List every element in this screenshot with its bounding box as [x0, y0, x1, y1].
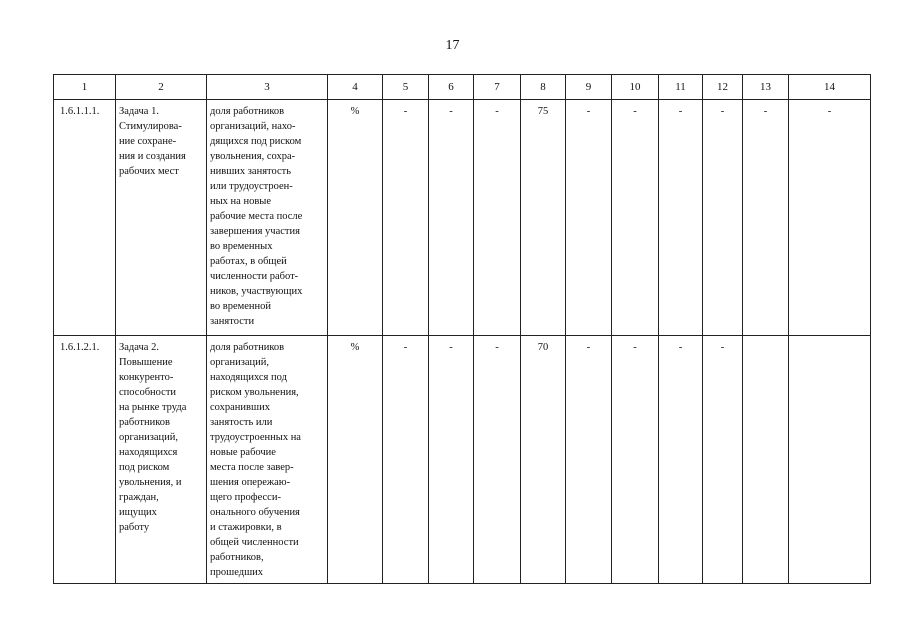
- value-cell: -: [703, 336, 743, 584]
- value-cell: 75: [521, 100, 566, 336]
- value-cell: -: [474, 336, 521, 584]
- column-header: 12: [703, 75, 743, 100]
- value-cell: -: [743, 100, 789, 336]
- column-header: 8: [521, 75, 566, 100]
- value-cell: -: [659, 336, 703, 584]
- value-cell: [743, 336, 789, 584]
- indicator-cell: доля работников организаций, нахо- дящихся под риском увольнения, сохра- нивших занятость или трудоустроен- ных на новые рабочие места после завершения участия во временных работах, в общей численности работ- ников, участвующих во временной занятости: [207, 100, 328, 336]
- value-cell: -: [566, 336, 612, 584]
- column-header: 3: [207, 75, 328, 100]
- column-header: 6: [429, 75, 474, 100]
- value-cell: [789, 336, 871, 584]
- table-row: [54, 336, 871, 584]
- task-cell: Задача 2. Повышение конкуренто- способности на рынке труда работников организаций, находящихся под риском увольнения, и граждан, ищущих работу: [116, 336, 207, 584]
- value-cell: -: [789, 100, 871, 336]
- column-header: 11: [659, 75, 703, 100]
- value-cell: -: [612, 100, 659, 336]
- value-cell: -: [612, 336, 659, 584]
- page-number: 17: [445, 38, 460, 53]
- indicator-cell: доля работников организаций, находящихся под риском увольнения, сохранивших занятость или трудоустроенных на новые рабочие места после завер- шения опережаю- щего професси- онального обучения и стажировки, в общей численности работников, прошедших: [207, 336, 328, 584]
- data-table: [53, 74, 871, 584]
- column-header: 5: [383, 75, 429, 100]
- value-cell: -: [429, 336, 474, 584]
- value-cell: -: [659, 100, 703, 336]
- value-cell: -: [566, 100, 612, 336]
- column-header: 1: [54, 75, 116, 100]
- value-cell: -: [383, 100, 429, 336]
- value-cell: -: [429, 100, 474, 336]
- table-row: [54, 100, 871, 336]
- value-cell: -: [703, 100, 743, 336]
- unit-cell: %: [328, 336, 383, 584]
- table-header-row: [54, 75, 871, 100]
- unit-cell: %: [328, 100, 383, 336]
- value-cell: -: [383, 336, 429, 584]
- row-code: 1.6.1.2.1.: [54, 336, 116, 584]
- column-header: 10: [612, 75, 659, 100]
- task-cell: Задача 1. Стимулирова- ние сохране- ния и создания рабочих мест: [116, 100, 207, 336]
- column-header: 2: [116, 75, 207, 100]
- value-cell: 70: [521, 336, 566, 584]
- column-header: 4: [328, 75, 383, 100]
- value-cell: -: [474, 100, 521, 336]
- column-header: 14: [789, 75, 871, 100]
- column-header: 9: [566, 75, 612, 100]
- row-code: 1.6.1.1.1.: [54, 100, 116, 336]
- column-header: 7: [474, 75, 521, 100]
- column-header: 13: [743, 75, 789, 100]
